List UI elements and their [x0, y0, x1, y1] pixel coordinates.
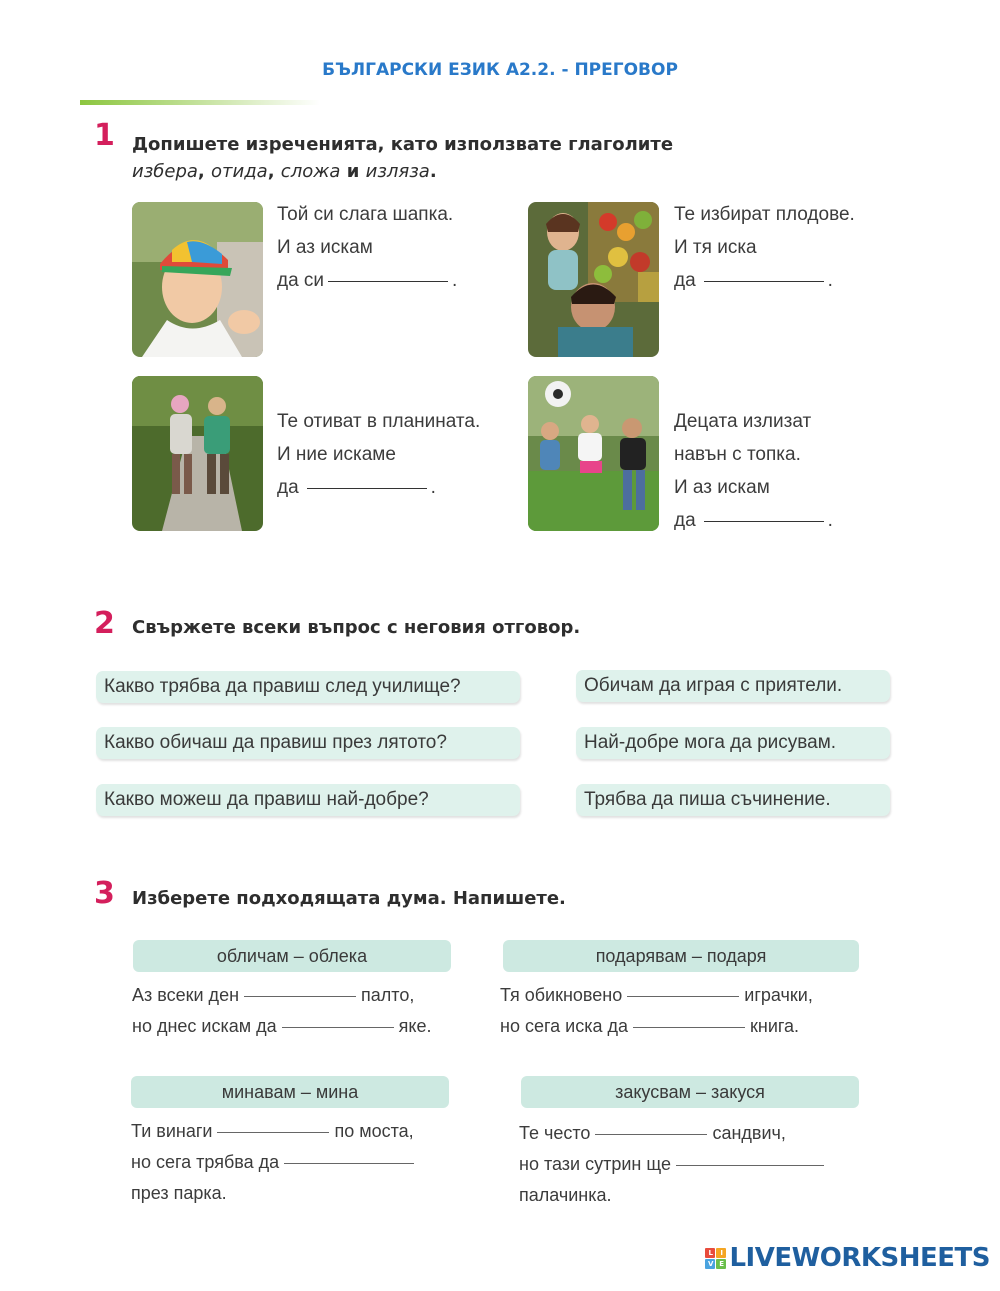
exercise-3b-line-2: [500, 1011, 813, 1042]
verb-4: изляза: [365, 161, 430, 182]
exercise-1c-answer-input[interactable]: [307, 487, 427, 489]
exercise-3c-line-1: [131, 1116, 419, 1147]
logo-letter: E: [716, 1259, 726, 1269]
word-choice-4: закусвам – закуся: [521, 1076, 859, 1108]
exercise-3a-line-1: [132, 980, 431, 1011]
exercise-1d-line-1: Децата излизат: [674, 411, 812, 432]
exercise-3a-text-2: палто,: [361, 985, 415, 1005]
exercise-1d-line-4: [674, 504, 833, 537]
word-choice-2: подарявам – подаря: [503, 940, 859, 972]
exercise-1a-end: .: [452, 270, 458, 291]
exercise-3a-line-2: [132, 1011, 431, 1042]
exercise-3b-text-3: но сега иска да: [500, 1016, 628, 1036]
exercise-3a-text-4: яке.: [398, 1016, 432, 1036]
exercise-3a-input-1[interactable]: [244, 995, 356, 997]
exercise-1b-end: .: [827, 270, 833, 291]
logo-letter: L: [705, 1248, 715, 1258]
verb-2: отида: [211, 161, 268, 182]
exercise-1d-answer-input[interactable]: [704, 520, 824, 522]
verb-1: избера: [132, 161, 198, 182]
answer-3[interactable]: Трябва да пиша съчинение.: [576, 784, 890, 816]
question-2[interactable]: Какво обичаш да правиш през лятото?: [96, 727, 520, 759]
exercise-1b-prefix: да: [674, 270, 696, 291]
section-3-number: 3: [94, 876, 115, 911]
exercise-3b-input-1[interactable]: [627, 995, 739, 997]
section-1-number: 1: [94, 118, 115, 153]
question-1[interactable]: Какво трябва да правиш след училище?: [96, 671, 520, 703]
exercise-3c-line-3: през парка.: [131, 1183, 227, 1203]
exercise-1a-line-2: И аз искам: [277, 237, 373, 258]
exercise-3b-text-2: играчки,: [744, 985, 813, 1005]
exercise-3d-text-2: сандвич,: [712, 1123, 786, 1143]
liveworksheets-logo-icon: [705, 1248, 726, 1269]
exercise-3c-text-2: по моста,: [334, 1121, 414, 1141]
exercise-3c-text-3: но сега трябва да: [131, 1152, 280, 1172]
exercise-1a-line-3: [277, 264, 457, 297]
exercise-1d-line-3: И аз искам: [674, 477, 770, 498]
exercise-3d-line-1: [519, 1118, 829, 1149]
logo-letter: I: [716, 1248, 726, 1258]
exercise-1c-line-2: И ние искаме: [277, 444, 396, 465]
boy-with-cap-photo: [132, 202, 263, 357]
exercise-3d-text-1: Те често: [519, 1123, 591, 1143]
exercise-1d: [674, 405, 833, 537]
exercise-1d-prefix: да: [674, 510, 696, 531]
verb-separator: ,: [267, 161, 281, 182]
word-choice-3: минавам – мина: [131, 1076, 449, 1108]
exercise-1d-end: .: [827, 510, 833, 531]
exercise-1d-line-2: навън с топка.: [674, 444, 801, 465]
fruit-shopping-photo: [528, 202, 659, 357]
exercise-1c-end: .: [430, 477, 436, 498]
exercise-1b-answer-input[interactable]: [704, 280, 824, 282]
exercise-3d-line-3: палачинка.: [519, 1185, 612, 1205]
exercise-3d-line-2: [519, 1149, 829, 1180]
exercise-3b: [500, 980, 813, 1042]
verb-conjunction: и: [340, 161, 366, 182]
exercise-3c-input-1[interactable]: [217, 1131, 329, 1133]
exercise-1c-line-3: [277, 471, 480, 504]
liveworksheets-brand: [705, 1243, 990, 1273]
verb-end: .: [429, 161, 437, 182]
exercise-3c-text-1: Ти винаги: [131, 1121, 213, 1141]
exercise-3d-text-3: но тази сутрин ще: [519, 1154, 671, 1174]
exercise-1b: [674, 198, 855, 297]
logo-letter: V: [705, 1259, 715, 1269]
liveworksheets-wordmark: LIVEWORKSHEETS: [729, 1243, 990, 1273]
exercise-1c-line-1: Те отиват в планината.: [277, 411, 481, 432]
section-1-instruction: [132, 131, 673, 185]
question-3[interactable]: Какво можеш да правиш най-добре?: [96, 784, 520, 816]
exercise-3b-input-2[interactable]: [633, 1026, 745, 1028]
exercise-1a-line-1: Той си слага шапка.: [277, 204, 454, 225]
exercise-3a-text-3: но днес искам да: [132, 1016, 277, 1036]
page-title: БЪЛГАРСКИ ЕЗИК А2.2. - ПРЕГОВОР: [322, 60, 678, 80]
section-2-instruction: Свържете всеки въпрос с неговия отговор.: [132, 617, 581, 638]
exercise-3a: [132, 980, 431, 1042]
exercise-3c-input-2[interactable]: [284, 1162, 414, 1164]
exercise-1c-prefix: да: [277, 477, 299, 498]
section-1-instruction-text: Допишете изреченията, като използвате глаголите: [132, 134, 674, 155]
kids-playing-ball-photo: [528, 376, 659, 531]
exercise-3a-input-2[interactable]: [282, 1026, 394, 1028]
verb-separator: ,: [197, 161, 212, 182]
word-choice-1: обличам – облека: [133, 940, 451, 972]
exercise-3b-line-1: [500, 980, 813, 1011]
exercise-3d: [519, 1118, 829, 1211]
verb-3: сложа: [280, 161, 341, 182]
exercise-1a-answer-input[interactable]: [328, 280, 448, 282]
answer-2[interactable]: Най-добре мога да рисувам.: [576, 727, 890, 759]
kids-hiking-photo: [132, 376, 263, 531]
section-2-number: 2: [94, 606, 115, 641]
exercise-1a: [277, 198, 457, 297]
answer-1[interactable]: Обичам да играя с приятели.: [576, 670, 890, 702]
section-1-verbs: [132, 158, 673, 185]
section-3-instruction: Изберете подходящата дума. Напишете.: [132, 888, 566, 909]
exercise-1b-line-3: [674, 264, 855, 297]
exercise-3c-line-2: [131, 1147, 419, 1178]
exercise-3b-text-4: книга.: [750, 1016, 800, 1036]
exercise-3c: [131, 1116, 419, 1209]
exercise-3d-input-1[interactable]: [595, 1133, 707, 1135]
exercise-1b-line-1: Те избират плодове.: [674, 204, 855, 225]
exercise-1a-prefix: да си: [277, 270, 325, 291]
header-rule: [80, 100, 320, 105]
exercise-3b-text-1: Тя обикновено: [500, 985, 623, 1005]
exercise-3a-text-1: Аз всеки ден: [132, 985, 240, 1005]
exercise-3d-input-2[interactable]: [676, 1164, 824, 1166]
exercise-1c: [277, 405, 480, 504]
exercise-1b-line-2: И тя иска: [674, 237, 757, 258]
